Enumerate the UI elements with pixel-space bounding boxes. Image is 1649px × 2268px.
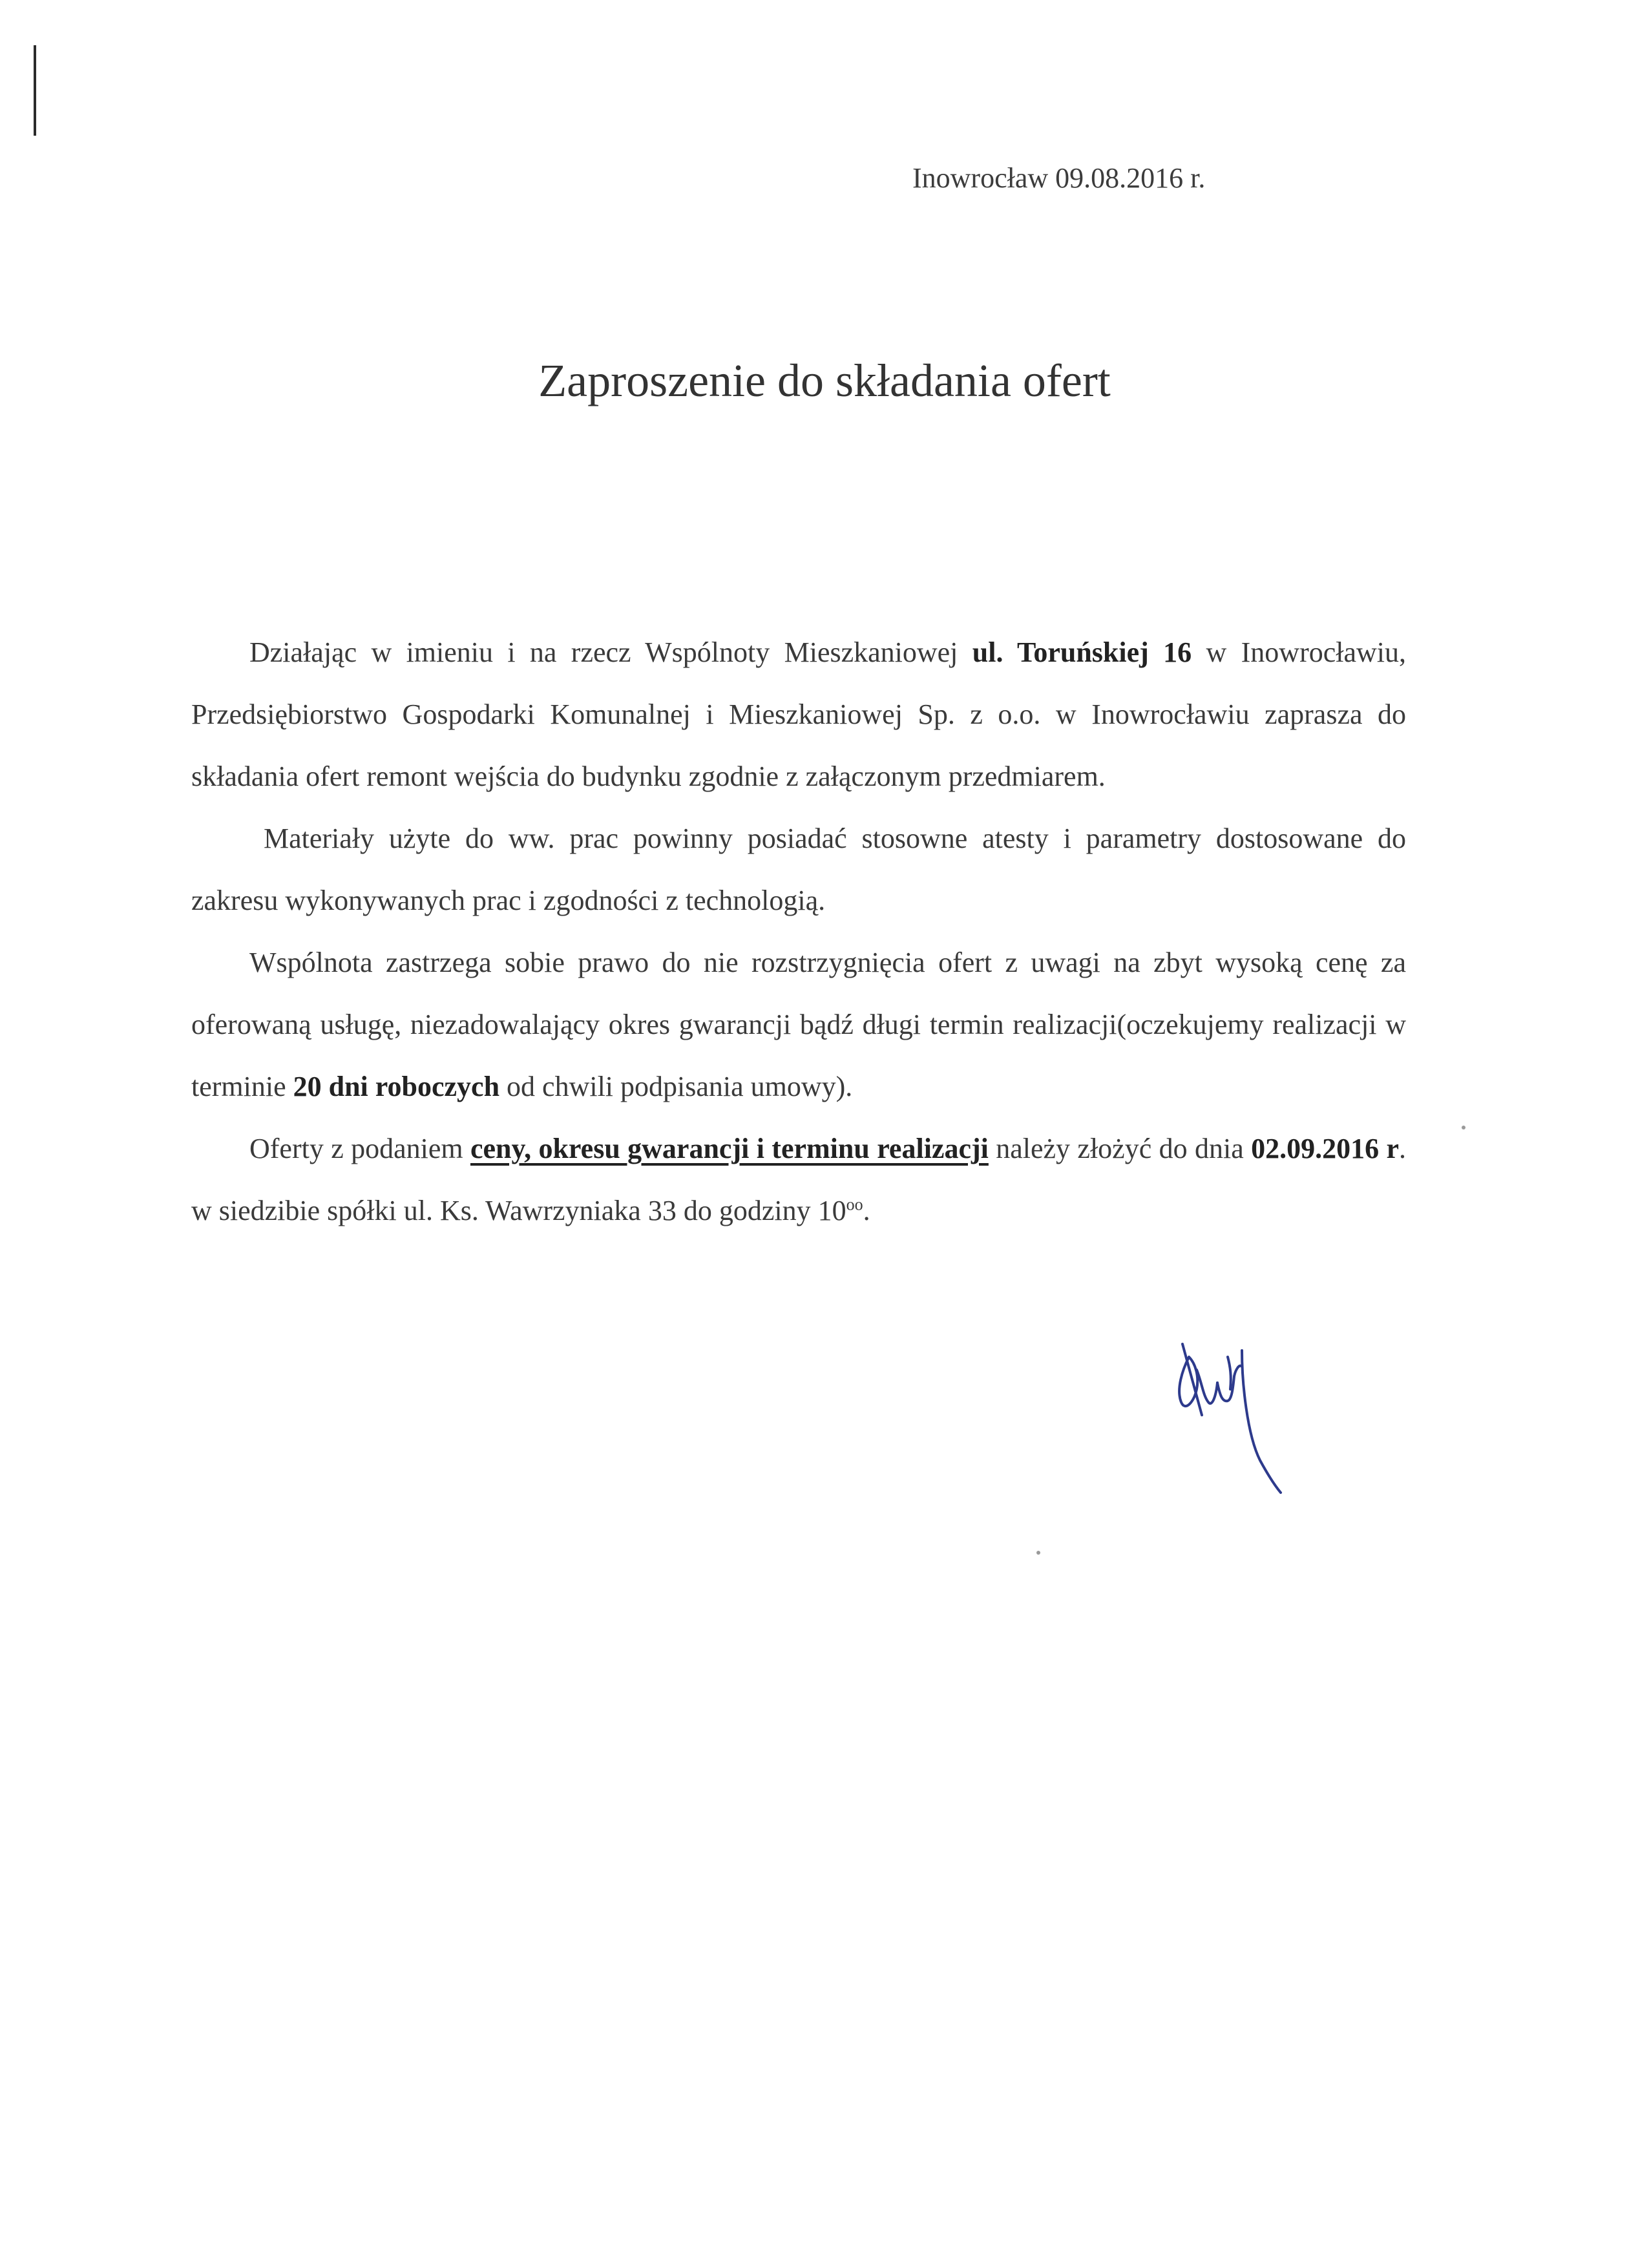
letter-body	[191, 622, 1406, 1242]
paragraph-text: Oferty z podaniem	[249, 1133, 470, 1164]
paragraph-materials	[191, 808, 1406, 932]
paragraph-text: . w siedzibie spółki ul. Ks. Wawrzyniaka 33 do godziny 10	[191, 1133, 1406, 1226]
place-date: Inowrocław 09.08.2016 r.	[912, 162, 1206, 194]
submission-date-bold: 02.09.2016 r	[1251, 1133, 1399, 1164]
paragraph-text: w Inowrocławiu, Przedsiębiorstwo Gospodarki Komunalnej i Mieszkaniowej Sp. z o.o. w Inowrocławiu zaprasza do składania ofert remont wejścia do budynku zgodnie z załączonym przedmiarem.	[191, 636, 1406, 792]
paragraph-text: od chwili podpisania umowy).	[499, 1071, 853, 1102]
scan-edge-mark	[34, 45, 36, 136]
scan-speck	[1036, 1551, 1040, 1555]
deadline-days-bold: 20 dni roboczych	[293, 1071, 500, 1102]
handwritten-signature-icon	[1163, 1331, 1305, 1499]
paragraph-text: Wspólnota zastrzega sobie prawo do nie rozstrzygnięcia ofert z uwagi na zbyt wysoką cenę za oferowaną usługę, niezadowalający okres gwarancji bądź długi termin realizacji(oczekujemy realizacji w terminie	[191, 947, 1406, 1102]
paragraph-submission	[191, 1118, 1406, 1242]
paragraph-text: należy złożyć do dnia	[988, 1133, 1252, 1164]
paragraph-text: .	[863, 1195, 870, 1226]
scan-speck	[1462, 1126, 1465, 1129]
paragraph-invitation	[191, 622, 1406, 808]
paragraph-text: Materiały użyte do ww. prac powinny posiadać stosowne atesty i parametry dostosowane do zakresu wykonywanych prac i zgodności z technologią.	[191, 823, 1406, 916]
address-bold: ul. Toruńskiej 16	[972, 636, 1192, 668]
paragraph-reservation	[191, 932, 1406, 1118]
time-superscript: oo	[846, 1195, 863, 1214]
paragraph-text: Działając w imieniu i na rzecz Wspólnoty Mieszkaniowej	[249, 636, 972, 668]
required-offer-items: ceny, okresu gwarancji i terminu realizacji	[470, 1133, 989, 1164]
document-title: Zaproszenie do składania ofert	[538, 355, 1111, 406]
